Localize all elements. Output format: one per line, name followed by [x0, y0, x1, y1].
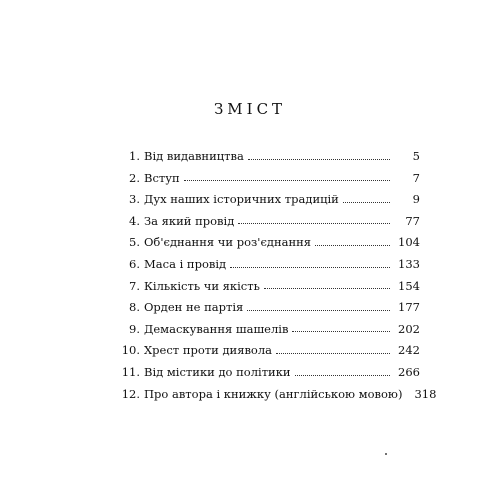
toc-number: 12. [121, 386, 140, 401]
toc-leader-dots [230, 267, 390, 268]
toc-row [116, 297, 420, 319]
toc-leader-dots [343, 202, 390, 203]
toc-number: 5. [129, 235, 140, 250]
toc-row [116, 362, 420, 384]
toc-number: 10. [121, 343, 140, 358]
toc-row [116, 146, 420, 168]
toc-row [116, 232, 420, 254]
toc-page-number: 104 [398, 235, 420, 250]
toc-row [116, 319, 420, 341]
toc-number: 1. [129, 149, 140, 163]
toc-label: Хрест проти диявола [144, 343, 273, 358]
toc-leader-dots [247, 310, 390, 311]
toc-label: Демаскування шашелів [144, 321, 289, 336]
toc-page-number: 266 [398, 364, 420, 379]
toc-page-number: 77 [405, 213, 420, 228]
toc-row [116, 168, 420, 190]
toc-leader-dots [184, 180, 390, 181]
page-title: ЗМІСТ [213, 100, 287, 118]
toc-page-number: 242 [398, 343, 420, 358]
toc-leader-dots [315, 245, 390, 246]
table-of-contents [116, 146, 437, 405]
toc-number: 6. [129, 256, 140, 271]
toc-label: Вступ [144, 170, 180, 185]
toc-label: Від містики до політики [144, 364, 291, 379]
toc-label: Маса і провід [144, 256, 227, 271]
toc-page-number: 318 [414, 386, 437, 401]
toc-label: За який провід [144, 213, 235, 228]
toc-label: Орден не партія [144, 300, 244, 315]
toc-leader-dots [248, 159, 390, 160]
toc-leader-dots [292, 331, 390, 332]
toc-page-number: 9 [412, 192, 420, 207]
toc-leader-dots [295, 375, 390, 376]
toc-page-number: 7 [412, 170, 420, 185]
toc-number: 9. [129, 321, 140, 336]
paper-speck [385, 453, 387, 455]
toc-number: 4. [129, 213, 140, 228]
toc-row [116, 211, 420, 233]
toc-number: 7. [129, 278, 140, 293]
toc-leader-dots [238, 223, 390, 224]
toc-leader-dots [276, 353, 390, 354]
toc-label: Дух наших історичних традицій [144, 192, 339, 207]
toc-label: Від видавництва [144, 149, 244, 163]
toc-page-number: 177 [398, 300, 420, 315]
toc-leader-dots [264, 288, 390, 289]
toc-label: Кількість чи якість [144, 278, 260, 293]
toc-number: 2. [129, 170, 140, 185]
toc-label: Об'єднання чи роз'єднання [144, 235, 312, 250]
toc-page-number: 5 [412, 149, 420, 163]
toc-row [116, 189, 420, 211]
toc-row [116, 254, 420, 276]
toc-page-number: 133 [398, 256, 420, 271]
toc-row [116, 276, 420, 298]
toc-row [116, 340, 420, 362]
toc-number: 11. [121, 364, 140, 379]
toc-row [116, 384, 437, 406]
toc-label: Про автора і книжку (англійською мовою) [144, 386, 403, 401]
toc-number: 3. [129, 192, 140, 207]
toc-page-number: 202 [398, 321, 420, 336]
toc-page-number: 154 [398, 278, 420, 293]
toc-number: 8. [129, 300, 140, 315]
